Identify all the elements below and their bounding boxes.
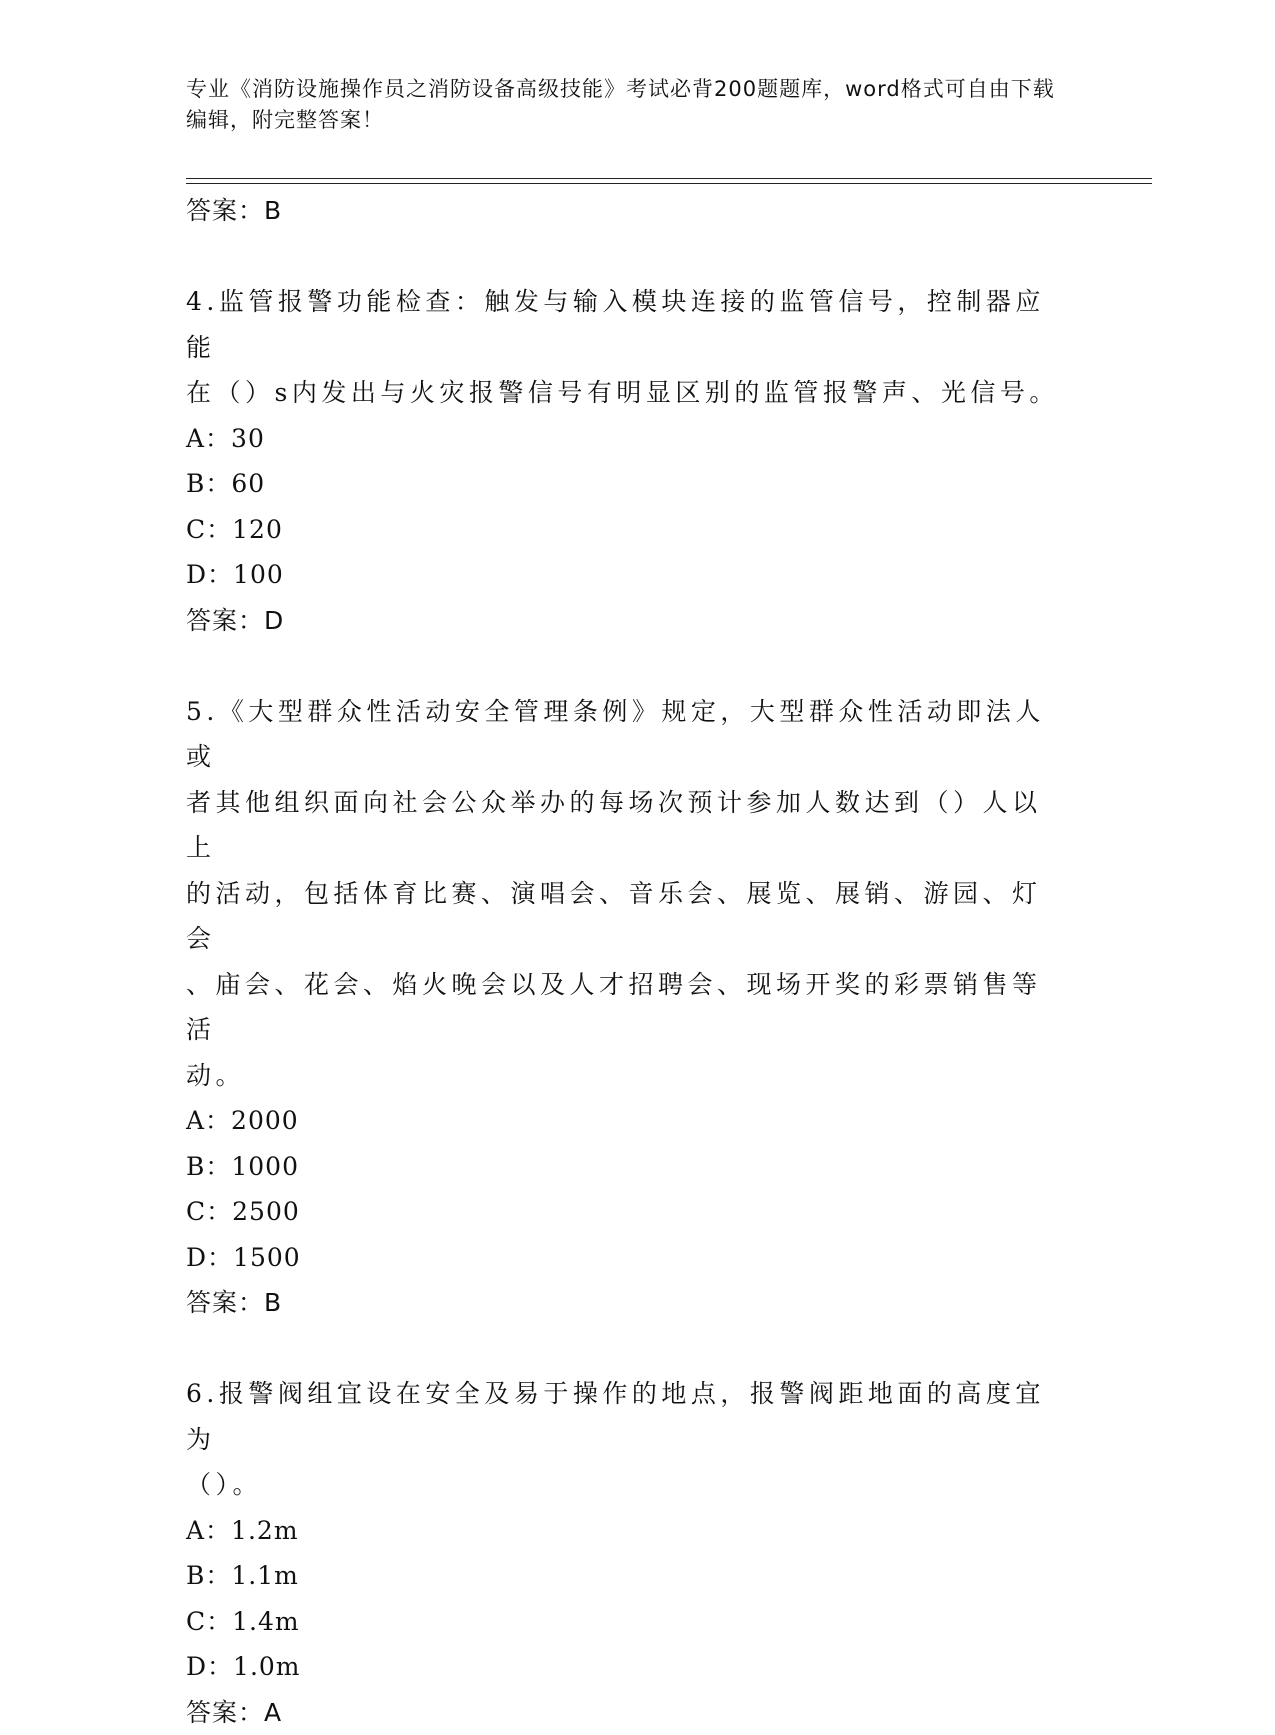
option-c: C：120 [186,507,1066,553]
question-stem-line: 在（）s内发出与火灾报警信号有明显区别的监管报警声、光信号。 [186,370,1066,416]
answer: 答案：A [186,1690,1066,1735]
option-c: C：1.4m [186,1599,1066,1645]
answer: 答案：B [186,1280,1066,1326]
spacer [186,643,1066,689]
question-6 [186,1371,1066,1735]
header-rule-top [186,178,1152,179]
option-a: A：1.2m [186,1508,1066,1554]
question-stem-line: 者其他组织面向社会公众举办的每场次预计参加人数达到（）人以上 [186,780,1066,871]
option-a: A：2000 [186,1098,1066,1144]
question-stem-line: 、庙会、花会、焰火晚会以及人才招聘会、现场开奖的彩票销售等活 [186,962,1066,1053]
option-b: B：1.1m [186,1553,1066,1599]
option-b: B：1000 [186,1144,1066,1190]
question-4 [186,279,1066,643]
previous-answer: 答案：B [186,188,1066,234]
option-d: D：100 [186,552,1066,598]
question-stem-line: 5.《大型群众性活动安全管理条例》规定，大型群众性活动即法人或 [186,689,1066,780]
question-stem-line: 的活动，包括体育比赛、演唱会、音乐会、展览、展销、游园、灯会 [186,871,1066,962]
question-stem-line: 动。 [186,1053,1066,1099]
option-c: C：2500 [186,1189,1066,1235]
question-5 [186,689,1066,1326]
spacer [186,1326,1066,1372]
document-header: 专业《消防设施操作员之消防设备高级技能》考试必背200题题库，word格式可自由下载编辑，附完整答案！ [186,74,1066,136]
question-stem-line: 4.监管报警功能检查：触发与输入模块连接的监管信号，控制器应能 [186,279,1066,370]
option-d: D：1.0m [186,1644,1066,1690]
header-rule-bottom [186,183,1152,184]
answer: 答案：D [186,598,1066,644]
option-d: D：1500 [186,1235,1066,1281]
spacer [186,234,1066,280]
question-stem-line: 6.报警阀组宜设在安全及易于操作的地点，报警阀距地面的高度宜为 [186,1371,1066,1462]
question-list [186,188,1066,1735]
question-stem-line: （）。 [186,1462,1066,1508]
option-b: B：60 [186,461,1066,507]
option-a: A：30 [186,416,1066,462]
